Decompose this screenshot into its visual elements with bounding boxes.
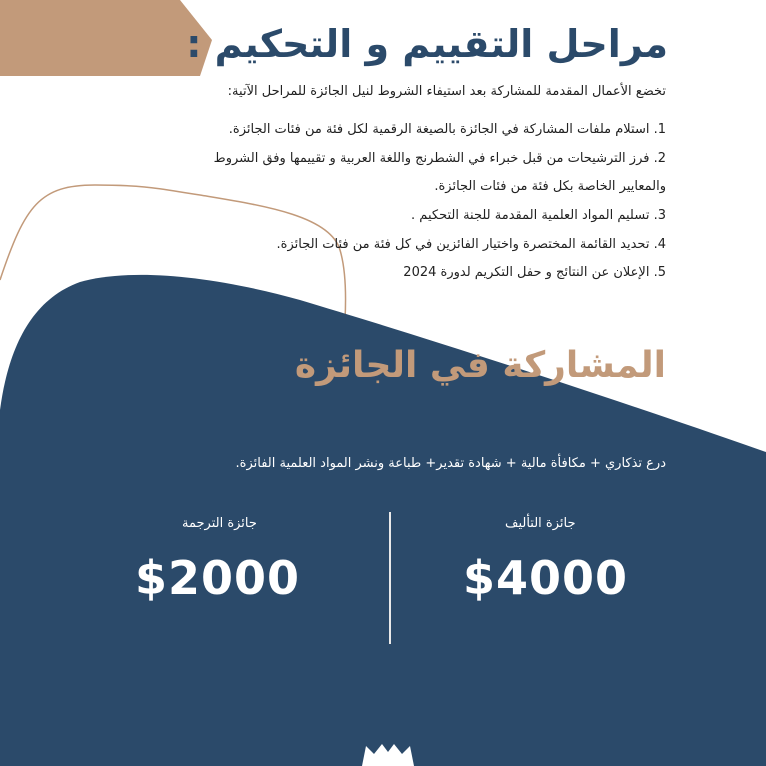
step-1: 1. استلام ملفات المشاركة في الجائزة بالصيغة الرقمية لكل فئة من فئات الجائزة. <box>228 122 666 137</box>
translation-prize-label: جائزة الترجمة <box>182 516 257 531</box>
step-2-continuation: والمعايير الخاصة بكل فئة من فئات الجائزة. <box>434 179 666 194</box>
crown-logo-icon <box>360 742 416 766</box>
translation-prize-amount: $2000 <box>135 551 301 605</box>
participation-title: المشاركة في الجائزة <box>294 345 666 386</box>
step-5: 5. الإعلان عن النتائج و حفل التكريم لدورة 2024 <box>403 265 666 280</box>
intro-text: تخضع الأعمال المقدمة للمشاركة بعد استيفاء الشروط لنيل الجائزة للمراحل الآتية: <box>227 84 666 99</box>
prize-divider <box>389 512 391 644</box>
page-title: مراحل التقييم و التحكيم : <box>186 22 668 66</box>
step-3: 3. تسليم المواد العلمية المقدمة للجنة التحكيم . <box>411 208 666 223</box>
rewards-text: درع تذكاري + مكافأة مالية + شهادة تقدير+ طباعة ونشر المواد العلمية الفائزة. <box>235 456 666 471</box>
authoring-prize-amount: $4000 <box>463 551 629 605</box>
step-2: 2. فرز الترشيحات من قبل خبراء في الشطرنج واللغة العربية و تقييمها وفق الشروط <box>213 151 666 166</box>
tan-corner-shape <box>0 0 212 76</box>
step-4: 4. تحديد القائمة المختصرة واختيار الفائزين في كل فئة من فئات الجائزة. <box>276 237 666 252</box>
authoring-prize-label: جائزة التأليف <box>505 516 576 531</box>
